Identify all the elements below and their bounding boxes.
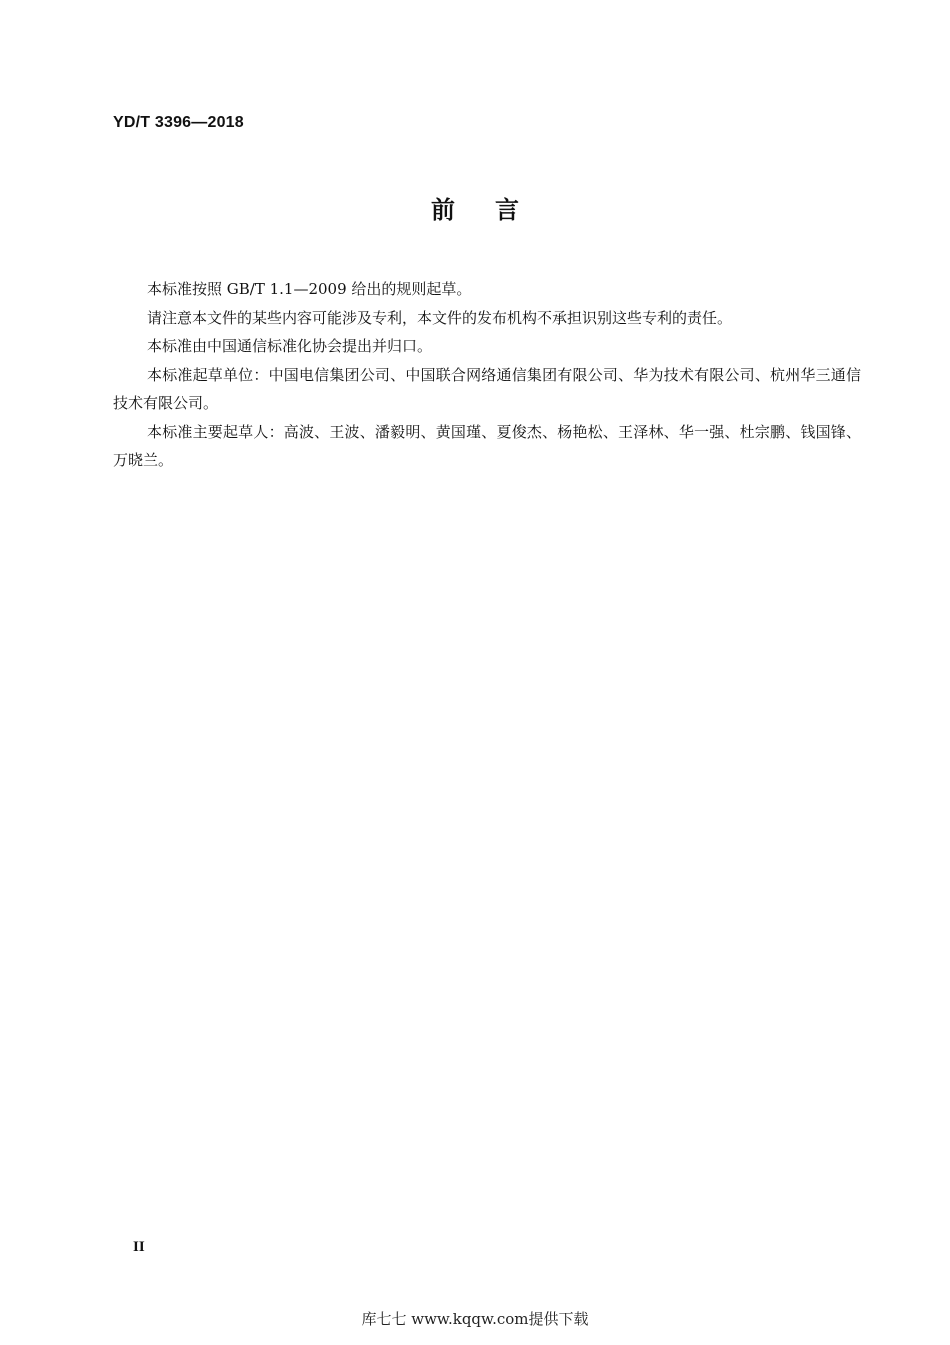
paragraph-drafting-units: 本标准起草单位：中国电信集团公司、中国联合网络通信集团有限公司、华为技术有限公司、杭州华三通信技术有限公司。 bbox=[113, 365, 861, 412]
paragraph-main-drafters: 本标准主要起草人：高波、王波、潘毅明、黄国瑾、夏俊杰、杨艳松、王泽林、华一强、杜宗鹏、钱国锋、万晓兰。 bbox=[113, 422, 861, 469]
paragraph-drafting-rules: 本标准按照 GB/T 1.1—2009 给出的规则起草。 bbox=[147, 280, 472, 298]
paragraph-patent-notice: 请注意本文件的某些内容可能涉及专利，本文件的发布机构不承担识别这些专利的责任。 bbox=[147, 308, 733, 327]
standard-number: YD/T 3396—2018 bbox=[113, 114, 244, 131]
page-title: 前言 bbox=[431, 196, 559, 224]
page-number: II bbox=[133, 1239, 145, 1255]
foreword-body bbox=[113, 275, 861, 475]
paragraph-proposer: 本标准由中国通信标准化协会提出并归口。 bbox=[147, 337, 433, 355]
footer-credit: 库七七 www.kqqw.com提供下载 bbox=[361, 1310, 589, 1328]
